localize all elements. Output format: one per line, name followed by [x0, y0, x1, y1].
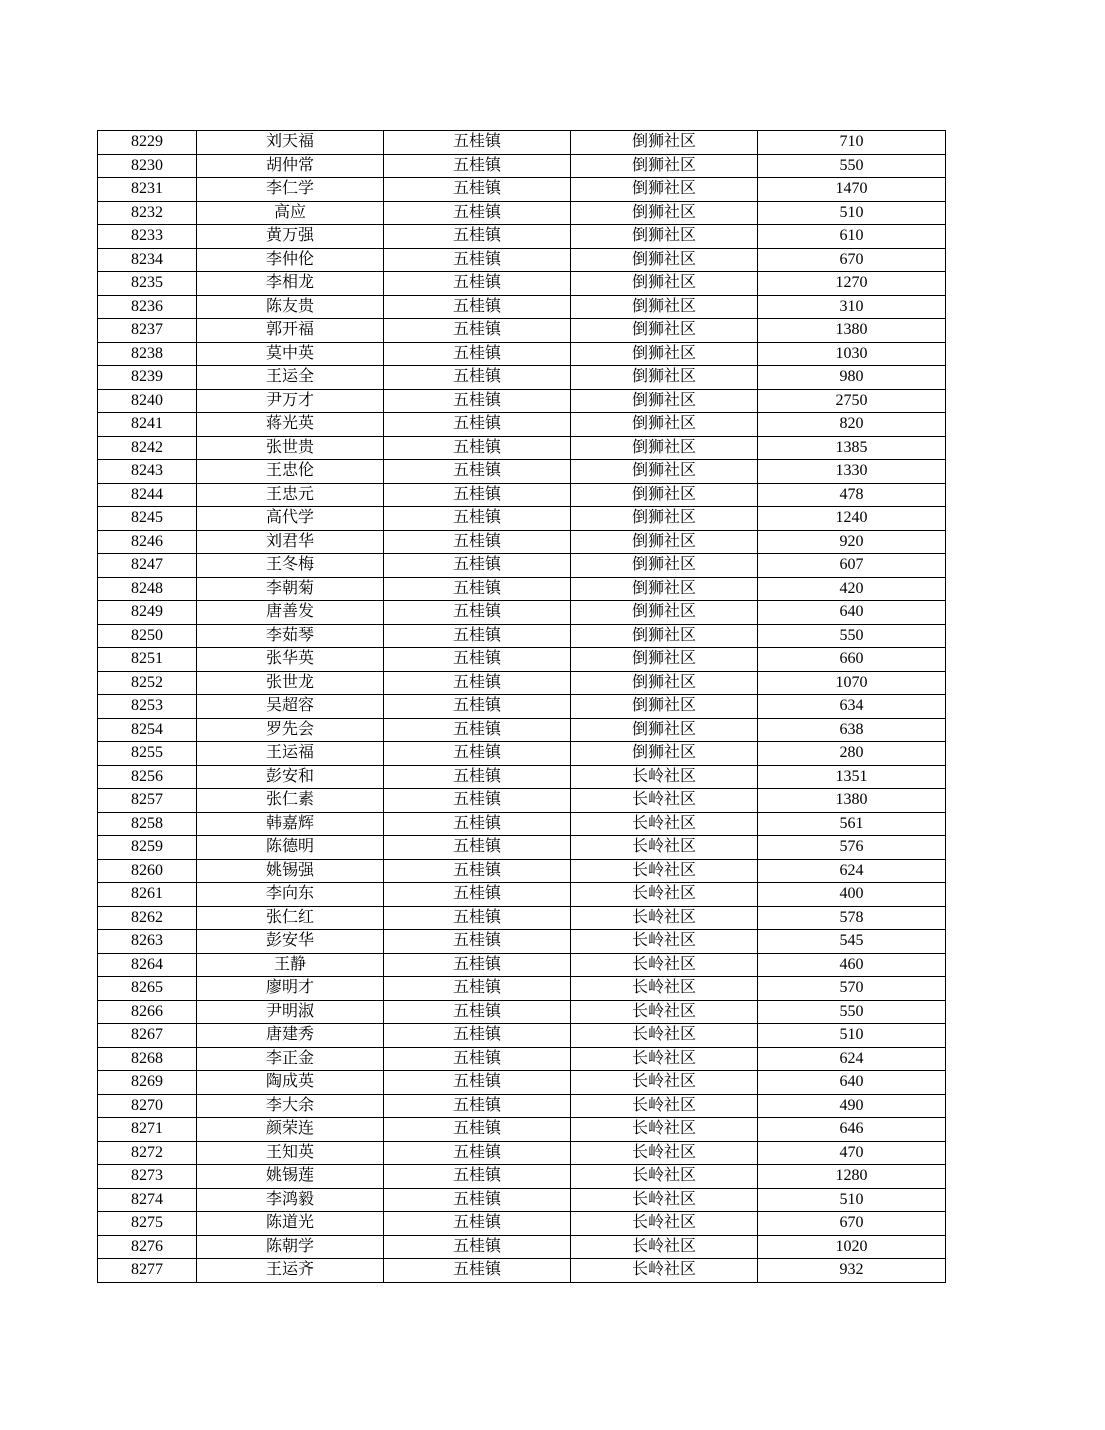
town-cell: 五桂镇: [384, 671, 571, 695]
table-row: [98, 1024, 946, 1048]
row-number-cell: 8246: [98, 530, 197, 554]
row-number-cell: 8270: [98, 1094, 197, 1118]
name-cell: 彭安和: [197, 765, 384, 789]
amount-cell: 640: [758, 601, 946, 625]
town-cell: 五桂镇: [384, 789, 571, 813]
name-cell: 尹万才: [197, 389, 384, 413]
table-row: [98, 1165, 946, 1189]
town-cell: 五桂镇: [384, 225, 571, 249]
amount-cell: 470: [758, 1141, 946, 1165]
town-cell: 五桂镇: [384, 436, 571, 460]
name-cell: 李大余: [197, 1094, 384, 1118]
name-cell: 王运全: [197, 366, 384, 390]
amount-cell: 920: [758, 530, 946, 554]
row-number-cell: 8238: [98, 342, 197, 366]
row-number-cell: 8252: [98, 671, 197, 695]
town-cell: 五桂镇: [384, 601, 571, 625]
town-cell: 五桂镇: [384, 1024, 571, 1048]
name-cell: 王忠伦: [197, 460, 384, 484]
name-cell: 李朝菊: [197, 577, 384, 601]
row-number-cell: 8255: [98, 742, 197, 766]
table-row: [98, 154, 946, 178]
amount-cell: 980: [758, 366, 946, 390]
name-cell: 王冬梅: [197, 554, 384, 578]
amount-cell: 660: [758, 648, 946, 672]
name-cell: 高代学: [197, 507, 384, 531]
table-row: [98, 272, 946, 296]
amount-cell: 624: [758, 1047, 946, 1071]
amount-cell: 1070: [758, 671, 946, 695]
community-cell: 长岭社区: [571, 812, 758, 836]
amount-cell: 1280: [758, 1165, 946, 1189]
amount-cell: 545: [758, 930, 946, 954]
community-cell: 长岭社区: [571, 859, 758, 883]
table-row: [98, 1188, 946, 1212]
row-number-cell: 8273: [98, 1165, 197, 1189]
table-row: [98, 1259, 946, 1283]
row-number-cell: 8258: [98, 812, 197, 836]
amount-cell: 610: [758, 225, 946, 249]
town-cell: 五桂镇: [384, 530, 571, 554]
amount-cell: 607: [758, 554, 946, 578]
amount-cell: 634: [758, 695, 946, 719]
town-cell: 五桂镇: [384, 1235, 571, 1259]
amount-cell: 1385: [758, 436, 946, 460]
amount-cell: 576: [758, 836, 946, 860]
name-cell: 廖明才: [197, 977, 384, 1001]
town-cell: 五桂镇: [384, 648, 571, 672]
table-row: [98, 201, 946, 225]
row-number-cell: 8272: [98, 1141, 197, 1165]
community-cell: 倒狮社区: [571, 530, 758, 554]
amount-cell: 420: [758, 577, 946, 601]
community-cell: 倒狮社区: [571, 718, 758, 742]
town-cell: 五桂镇: [384, 554, 571, 578]
table-row: [98, 225, 946, 249]
roster-table-body: [98, 131, 946, 1283]
row-number-cell: 8237: [98, 319, 197, 343]
town-cell: 五桂镇: [384, 577, 571, 601]
table-row: [98, 1118, 946, 1142]
name-cell: 张世龙: [197, 671, 384, 695]
town-cell: 五桂镇: [384, 883, 571, 907]
community-cell: 倒狮社区: [571, 178, 758, 202]
row-number-cell: 8254: [98, 718, 197, 742]
table-row: [98, 319, 946, 343]
amount-cell: 1020: [758, 1235, 946, 1259]
table-row: [98, 765, 946, 789]
table-row: [98, 460, 946, 484]
community-cell: 长岭社区: [571, 977, 758, 1001]
row-number-cell: 8262: [98, 906, 197, 930]
name-cell: 陈道光: [197, 1212, 384, 1236]
amount-cell: 400: [758, 883, 946, 907]
community-cell: 长岭社区: [571, 1259, 758, 1283]
row-number-cell: 8259: [98, 836, 197, 860]
community-cell: 长岭社区: [571, 1165, 758, 1189]
amount-cell: 510: [758, 1188, 946, 1212]
town-cell: 五桂镇: [384, 319, 571, 343]
amount-cell: 1380: [758, 789, 946, 813]
amount-cell: 510: [758, 201, 946, 225]
row-number-cell: 8267: [98, 1024, 197, 1048]
name-cell: 张世贵: [197, 436, 384, 460]
name-cell: 姚锡强: [197, 859, 384, 883]
town-cell: 五桂镇: [384, 859, 571, 883]
amount-cell: 550: [758, 624, 946, 648]
town-cell: 五桂镇: [384, 1141, 571, 1165]
name-cell: 张华英: [197, 648, 384, 672]
row-number-cell: 8271: [98, 1118, 197, 1142]
amount-cell: 670: [758, 248, 946, 272]
name-cell: 李茹琴: [197, 624, 384, 648]
town-cell: 五桂镇: [384, 1212, 571, 1236]
community-cell: 长岭社区: [571, 1235, 758, 1259]
community-cell: 长岭社区: [571, 1024, 758, 1048]
town-cell: 五桂镇: [384, 624, 571, 648]
row-number-cell: 8274: [98, 1188, 197, 1212]
town-cell: 五桂镇: [384, 483, 571, 507]
name-cell: 王静: [197, 953, 384, 977]
town-cell: 五桂镇: [384, 1071, 571, 1095]
table-row: [98, 131, 946, 155]
community-cell: 倒狮社区: [571, 577, 758, 601]
town-cell: 五桂镇: [384, 413, 571, 437]
amount-cell: 1030: [758, 342, 946, 366]
row-number-cell: 8276: [98, 1235, 197, 1259]
town-cell: 五桂镇: [384, 1118, 571, 1142]
table-row: [98, 483, 946, 507]
name-cell: 刘天福: [197, 131, 384, 155]
town-cell: 五桂镇: [384, 906, 571, 930]
table-row: [98, 530, 946, 554]
amount-cell: 1351: [758, 765, 946, 789]
row-number-cell: 8243: [98, 460, 197, 484]
town-cell: 五桂镇: [384, 154, 571, 178]
community-cell: 长岭社区: [571, 1141, 758, 1165]
row-number-cell: 8240: [98, 389, 197, 413]
amount-cell: 624: [758, 859, 946, 883]
row-number-cell: 8268: [98, 1047, 197, 1071]
town-cell: 五桂镇: [384, 460, 571, 484]
community-cell: 长岭社区: [571, 1118, 758, 1142]
town-cell: 五桂镇: [384, 812, 571, 836]
row-number-cell: 8266: [98, 1000, 197, 1024]
name-cell: 陈友贵: [197, 295, 384, 319]
community-cell: 倒狮社区: [571, 436, 758, 460]
amount-cell: 710: [758, 131, 946, 155]
name-cell: 彭安华: [197, 930, 384, 954]
table-row: [98, 648, 946, 672]
community-cell: 长岭社区: [571, 1071, 758, 1095]
community-cell: 倒狮社区: [571, 695, 758, 719]
amount-cell: 1330: [758, 460, 946, 484]
row-number-cell: 8275: [98, 1212, 197, 1236]
town-cell: 五桂镇: [384, 1165, 571, 1189]
name-cell: 吴超容: [197, 695, 384, 719]
town-cell: 五桂镇: [384, 201, 571, 225]
table-row: [98, 577, 946, 601]
row-number-cell: 8261: [98, 883, 197, 907]
row-number-cell: 8230: [98, 154, 197, 178]
name-cell: 唐建秀: [197, 1024, 384, 1048]
name-cell: 唐善发: [197, 601, 384, 625]
community-cell: 倒狮社区: [571, 624, 758, 648]
table-row: [98, 789, 946, 813]
row-number-cell: 8264: [98, 953, 197, 977]
town-cell: 五桂镇: [384, 295, 571, 319]
town-cell: 五桂镇: [384, 178, 571, 202]
community-cell: 长岭社区: [571, 1212, 758, 1236]
name-cell: 李鸿毅: [197, 1188, 384, 1212]
table-row: [98, 930, 946, 954]
amount-cell: 561: [758, 812, 946, 836]
community-cell: 倒狮社区: [571, 389, 758, 413]
name-cell: 李向东: [197, 883, 384, 907]
community-cell: 倒狮社区: [571, 272, 758, 296]
amount-cell: 2750: [758, 389, 946, 413]
table-row: [98, 413, 946, 437]
amount-cell: 932: [758, 1259, 946, 1283]
row-number-cell: 8231: [98, 178, 197, 202]
community-cell: 长岭社区: [571, 836, 758, 860]
town-cell: 五桂镇: [384, 248, 571, 272]
table-row: [98, 248, 946, 272]
community-cell: 倒狮社区: [571, 225, 758, 249]
name-cell: 王运福: [197, 742, 384, 766]
row-number-cell: 8234: [98, 248, 197, 272]
table-row: [98, 953, 946, 977]
amount-cell: 1470: [758, 178, 946, 202]
table-row: [98, 624, 946, 648]
table-row: [98, 1212, 946, 1236]
town-cell: 五桂镇: [384, 742, 571, 766]
table-row: [98, 178, 946, 202]
table-row: [98, 601, 946, 625]
amount-cell: 490: [758, 1094, 946, 1118]
community-cell: 倒狮社区: [571, 601, 758, 625]
amount-cell: 460: [758, 953, 946, 977]
community-cell: 倒狮社区: [571, 742, 758, 766]
community-cell: 倒狮社区: [571, 671, 758, 695]
row-number-cell: 8250: [98, 624, 197, 648]
name-cell: 高应: [197, 201, 384, 225]
amount-cell: 570: [758, 977, 946, 1001]
name-cell: 李相龙: [197, 272, 384, 296]
amount-cell: 578: [758, 906, 946, 930]
community-cell: 倒狮社区: [571, 131, 758, 155]
table-row: [98, 1047, 946, 1071]
town-cell: 五桂镇: [384, 836, 571, 860]
community-cell: 倒狮社区: [571, 366, 758, 390]
amount-cell: 646: [758, 1118, 946, 1142]
table-row: [98, 507, 946, 531]
community-cell: 长岭社区: [571, 1188, 758, 1212]
amount-cell: 550: [758, 1000, 946, 1024]
community-cell: 长岭社区: [571, 765, 758, 789]
row-number-cell: 8241: [98, 413, 197, 437]
town-cell: 五桂镇: [384, 1259, 571, 1283]
row-number-cell: 8247: [98, 554, 197, 578]
row-number-cell: 8253: [98, 695, 197, 719]
table-row: [98, 389, 946, 413]
row-number-cell: 8265: [98, 977, 197, 1001]
row-number-cell: 8244: [98, 483, 197, 507]
town-cell: 五桂镇: [384, 1188, 571, 1212]
amount-cell: 1270: [758, 272, 946, 296]
community-cell: 倒狮社区: [571, 648, 758, 672]
community-cell: 倒狮社区: [571, 154, 758, 178]
row-number-cell: 8257: [98, 789, 197, 813]
community-cell: 倒狮社区: [571, 342, 758, 366]
name-cell: 陶成英: [197, 1071, 384, 1095]
table-row: [98, 671, 946, 695]
town-cell: 五桂镇: [384, 366, 571, 390]
row-number-cell: 8229: [98, 131, 197, 155]
table-row: [98, 1000, 946, 1024]
name-cell: 陈朝学: [197, 1235, 384, 1259]
amount-cell: 510: [758, 1024, 946, 1048]
name-cell: 姚锡莲: [197, 1165, 384, 1189]
town-cell: 五桂镇: [384, 342, 571, 366]
town-cell: 五桂镇: [384, 272, 571, 296]
name-cell: 韩嘉辉: [197, 812, 384, 836]
amount-cell: 1380: [758, 319, 946, 343]
row-number-cell: 8260: [98, 859, 197, 883]
town-cell: 五桂镇: [384, 953, 571, 977]
table-row: [98, 1235, 946, 1259]
amount-cell: 640: [758, 1071, 946, 1095]
name-cell: 李仲伦: [197, 248, 384, 272]
table-row: [98, 366, 946, 390]
community-cell: 倒狮社区: [571, 295, 758, 319]
table-row: [98, 742, 946, 766]
name-cell: 刘君华: [197, 530, 384, 554]
amount-cell: 310: [758, 295, 946, 319]
town-cell: 五桂镇: [384, 930, 571, 954]
row-number-cell: 8236: [98, 295, 197, 319]
name-cell: 蒋光英: [197, 413, 384, 437]
table-row: [98, 906, 946, 930]
community-cell: 倒狮社区: [571, 248, 758, 272]
row-number-cell: 8239: [98, 366, 197, 390]
community-cell: 长岭社区: [571, 1000, 758, 1024]
name-cell: 张仁红: [197, 906, 384, 930]
row-number-cell: 8269: [98, 1071, 197, 1095]
table-row: [98, 883, 946, 907]
community-cell: 倒狮社区: [571, 460, 758, 484]
amount-cell: 550: [758, 154, 946, 178]
name-cell: 莫中英: [197, 342, 384, 366]
town-cell: 五桂镇: [384, 1000, 571, 1024]
community-cell: 倒狮社区: [571, 319, 758, 343]
amount-cell: 478: [758, 483, 946, 507]
town-cell: 五桂镇: [384, 718, 571, 742]
community-cell: 长岭社区: [571, 906, 758, 930]
name-cell: 陈德明: [197, 836, 384, 860]
table-row: [98, 1071, 946, 1095]
name-cell: 李正金: [197, 1047, 384, 1071]
amount-cell: 280: [758, 742, 946, 766]
town-cell: 五桂镇: [384, 507, 571, 531]
table-row: [98, 812, 946, 836]
name-cell: 尹明淑: [197, 1000, 384, 1024]
amount-cell: 1240: [758, 507, 946, 531]
community-cell: 倒狮社区: [571, 201, 758, 225]
town-cell: 五桂镇: [384, 977, 571, 1001]
name-cell: 王运齐: [197, 1259, 384, 1283]
row-number-cell: 8242: [98, 436, 197, 460]
row-number-cell: 8249: [98, 601, 197, 625]
community-cell: 长岭社区: [571, 883, 758, 907]
table-row: [98, 342, 946, 366]
town-cell: 五桂镇: [384, 695, 571, 719]
community-cell: 长岭社区: [571, 930, 758, 954]
name-cell: 黄万强: [197, 225, 384, 249]
town-cell: 五桂镇: [384, 1094, 571, 1118]
row-number-cell: 8233: [98, 225, 197, 249]
name-cell: 李仁学: [197, 178, 384, 202]
town-cell: 五桂镇: [384, 1047, 571, 1071]
town-cell: 五桂镇: [384, 389, 571, 413]
table-row: [98, 836, 946, 860]
community-cell: 长岭社区: [571, 789, 758, 813]
table-row: [98, 977, 946, 1001]
row-number-cell: 8256: [98, 765, 197, 789]
table-row: [98, 695, 946, 719]
name-cell: 罗先会: [197, 718, 384, 742]
amount-cell: 670: [758, 1212, 946, 1236]
table-row: [98, 1141, 946, 1165]
community-cell: 长岭社区: [571, 1047, 758, 1071]
table-row: [98, 436, 946, 460]
table-row: [98, 554, 946, 578]
row-number-cell: 8251: [98, 648, 197, 672]
name-cell: 颜荣连: [197, 1118, 384, 1142]
name-cell: 胡仲常: [197, 154, 384, 178]
town-cell: 五桂镇: [384, 131, 571, 155]
name-cell: 王忠元: [197, 483, 384, 507]
community-cell: 长岭社区: [571, 953, 758, 977]
row-number-cell: 8232: [98, 201, 197, 225]
community-cell: 长岭社区: [571, 1094, 758, 1118]
amount-cell: 820: [758, 413, 946, 437]
row-number-cell: 8245: [98, 507, 197, 531]
row-number-cell: 8248: [98, 577, 197, 601]
table-row: [98, 1094, 946, 1118]
table-row: [98, 718, 946, 742]
name-cell: 郭开福: [197, 319, 384, 343]
row-number-cell: 8277: [98, 1259, 197, 1283]
amount-cell: 638: [758, 718, 946, 742]
community-cell: 倒狮社区: [571, 483, 758, 507]
town-cell: 五桂镇: [384, 765, 571, 789]
table-row: [98, 295, 946, 319]
roster-table: [97, 130, 946, 1283]
table-row: [98, 859, 946, 883]
community-cell: 倒狮社区: [571, 554, 758, 578]
name-cell: 王知英: [197, 1141, 384, 1165]
name-cell: 张仁素: [197, 789, 384, 813]
community-cell: 倒狮社区: [571, 507, 758, 531]
row-number-cell: 8263: [98, 930, 197, 954]
row-number-cell: 8235: [98, 272, 197, 296]
community-cell: 倒狮社区: [571, 413, 758, 437]
